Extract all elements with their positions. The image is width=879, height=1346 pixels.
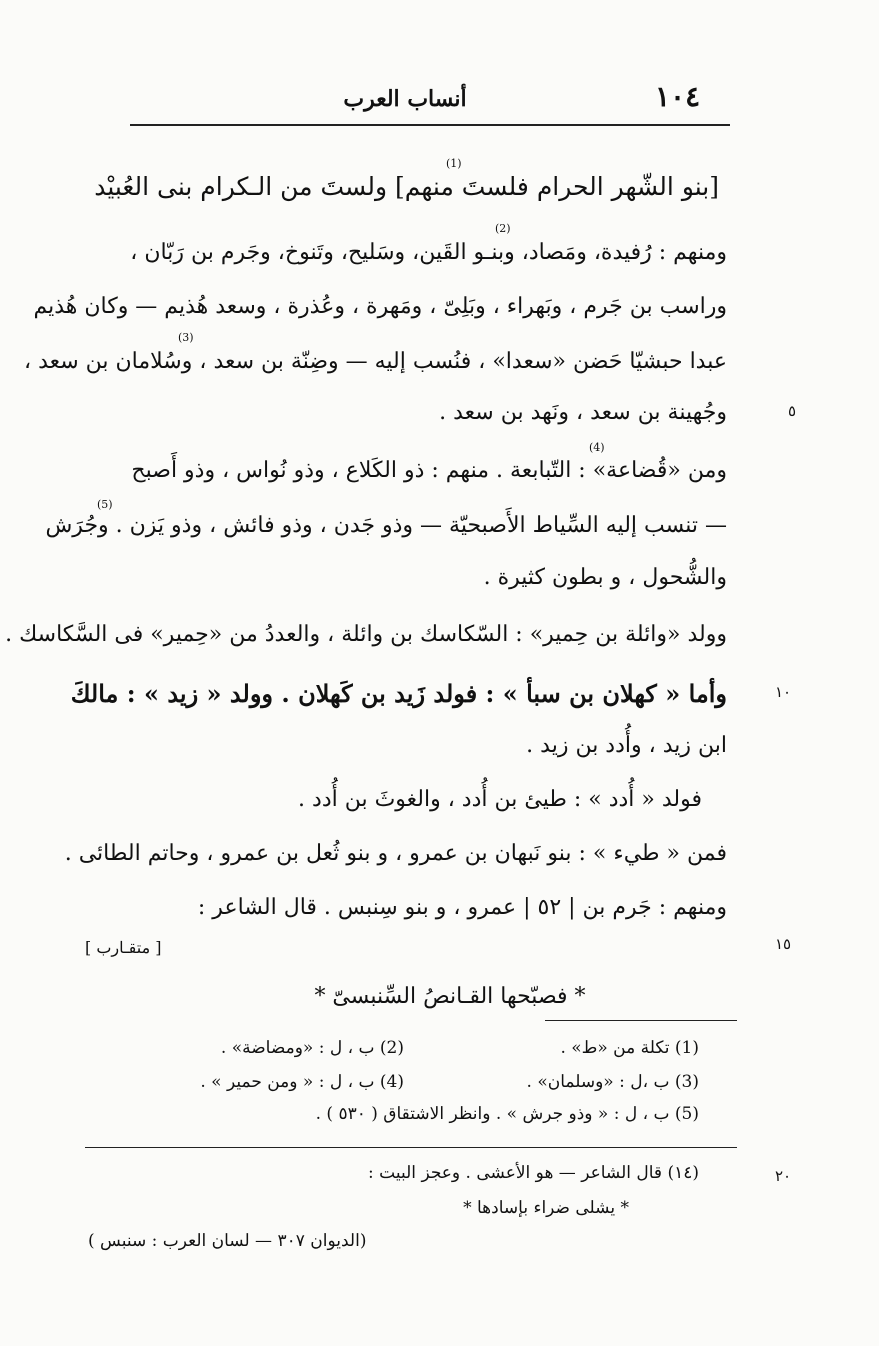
margin-line-number: ٥ xyxy=(788,402,797,420)
text-line-6: — تنسب إليه السِّياط الأَصبحيّة — وذو جَدن ، وذو فائش ، وذو يَزن . وجُرَش xyxy=(45,513,727,538)
text-line-13: ومنهم : جَرم بن | ٥٢ | عمرو ، و بنو سِنبس . قال الشاعر : xyxy=(197,895,727,920)
verse-hemistich: * فصبّحها القـانصُ السِّنبسىّ * xyxy=(314,984,586,1009)
footnote-ref-3: (3) xyxy=(178,331,194,344)
margin-line-number: ١٠ xyxy=(775,683,792,701)
footnote-3: (3) ب ،ل : «وسلمان» . xyxy=(526,1072,699,1092)
commentary-line-2: * يشلى ضراء بإسادها * xyxy=(463,1198,629,1218)
text-line-1: ومنهم : رُفيدة، ومَصاد، وبنـو القَين، وسَليح، وتَنوخ، وجَرم بن رَبّان ، xyxy=(130,240,727,265)
commentary-line-1: (١٤) قال الشاعر — هو الأعشى . وعجز البيت : xyxy=(368,1163,699,1183)
verse-line: [بنو الشّهر الحرام فلستَ منهم] ولستَ من الـكرام بنى العُبيْد xyxy=(94,172,719,201)
text-line-12: فمن « طيء » : بنو نَبهان بن عمرو ، و بنو ثُعل بن عمرو ، وحاتم الطائى . xyxy=(64,841,727,866)
text-line-11: فولد « أُدد » : طيئ بن أُدد ، والغوثَ بن أُدد . xyxy=(298,787,702,812)
footnote-ref-5: (5) xyxy=(97,498,113,511)
footnote-4: (4) ب ، ل : « ومن حمير » . xyxy=(200,1072,404,1092)
margin-line-number: ١٥ xyxy=(775,935,792,953)
text-line-5: ومن «قُضاعة» : التّبابعة . منهم : ذو الكَلاع ، وذو نُواس ، وذو أَصبح xyxy=(131,458,727,483)
footnote-2: (2) ب ، ل : «ومضاضة» . xyxy=(220,1038,404,1058)
footnote-separator xyxy=(545,1020,737,1021)
text-line-2: وراسب بن جَرم ، وبَهراء ، وبَلِىّ ، ومَهرة ، وعُذرة ، وسعد هُذيم — وكان هُذيم xyxy=(33,294,727,319)
meter-label: [ متقـارب ] xyxy=(85,938,162,957)
commentary-line-3: (الديوان ٣٠٧ — لسان العرب : سنبس ) xyxy=(88,1231,367,1251)
commentary-rule xyxy=(85,1147,737,1148)
page-number: ١٠٤ xyxy=(655,80,701,113)
text-line-3: عبدا حبشيّا حَضن «سعدا» ، فنُسب إليه — وضِنّة بن سعد ، وسُلامان بن سعد ، xyxy=(23,349,727,374)
text-line-9: وأما « كهلان بن سبأ » : فولد زَيد بن كَهلان . وولد « زيد » : مالكَ xyxy=(70,679,727,708)
text-line-4: وجُهينة بن سعد ، ونَهد بن سعد . xyxy=(439,400,727,425)
running-title: أنساب العرب xyxy=(343,86,467,112)
footnote-5: (5) ب ، ل : « وذو جرش » . وانظر الاشتقاق ( ٥٣٠ ) . xyxy=(315,1104,699,1124)
footnote-1: (1) تكلة من «ط» . xyxy=(560,1038,699,1058)
text-line-8: وولد «وائلة بن حِمير» : السّكاسك بن وائلة ، والعددُ من «حِمير» فى السَّكاسك . xyxy=(5,622,727,647)
text-line-10: ابن زيد ، وأُدد بن زيد . xyxy=(526,733,727,758)
header-rule xyxy=(130,124,730,126)
footnote-ref-4: (4) xyxy=(589,441,605,454)
footnote-ref-2: (2) xyxy=(495,222,511,235)
margin-line-number: ٢٠ xyxy=(775,1167,792,1185)
text-line-7: والشُّحول ، و بطون كثيرة . xyxy=(483,565,727,590)
footnote-ref-1: (1) xyxy=(446,157,462,170)
